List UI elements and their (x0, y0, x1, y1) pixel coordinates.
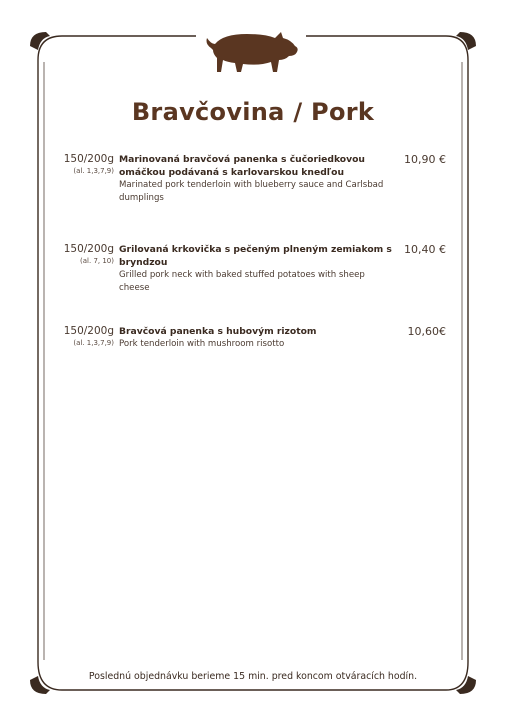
page-title: Bravčovina / Pork (131, 98, 375, 126)
footer-note: Poslednú objednávku berieme 15 min. pred koncom otváracích hodín. (88, 671, 418, 682)
item-description (119, 153, 397, 205)
item-weight: 150/200g (63, 153, 114, 165)
item-name-en: Marinated pork tenderloin with blueberry sauce and Carlsbad dumplings (119, 180, 384, 203)
item-name-sk: Bravčová panenka s hubovým rizotom (119, 326, 317, 337)
item-price: 10,60€ (407, 325, 446, 338)
item-name-en: Pork tenderloin with mushroom risotto (119, 339, 285, 349)
item-allergens: (al. 1,3,7,9) (73, 339, 114, 347)
item-allergens: (al. 1,3,7,9) (73, 167, 114, 175)
pig-icon (203, 26, 299, 82)
item-name-sk: Grilovaná krkovička s pečeným plneným zemiakom s bryndzou (119, 244, 392, 268)
item-name-en: Grilled pork neck with baked stuffed potatoes with sheep cheese (119, 270, 365, 293)
item-weight: 150/200g (63, 325, 114, 337)
item-weight: 150/200g (63, 243, 114, 255)
item-description (119, 243, 397, 295)
item-price: 10,40 € (404, 243, 446, 256)
item-allergens: (al. 7, 10) (80, 257, 114, 265)
item-price: 10,90 € (404, 153, 446, 166)
item-name-sk: Marinovaná bravčová panenka s čučoriedkovou omáčkou podávaná s karlovarskou knedľou (119, 154, 365, 178)
item-description (119, 325, 397, 351)
